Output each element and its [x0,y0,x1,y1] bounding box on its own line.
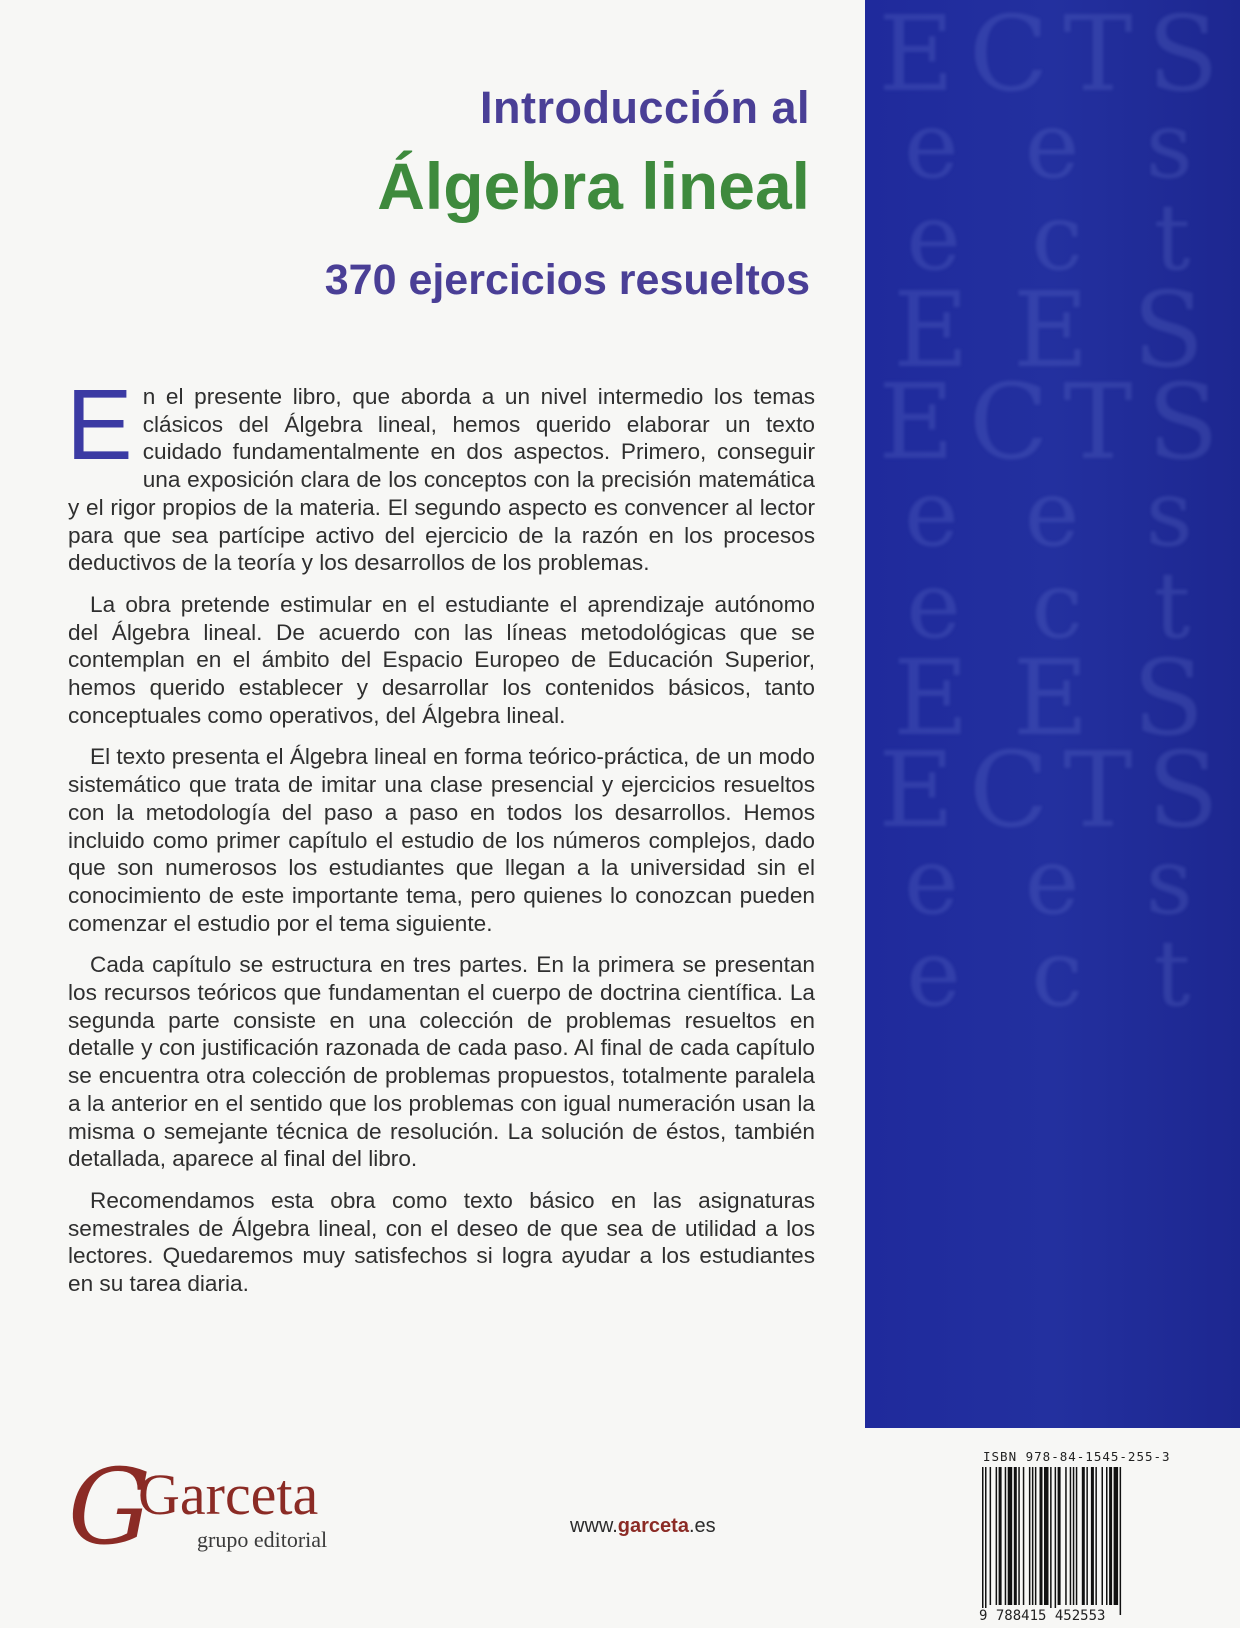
paragraph-3: El texto presenta el Álgebra lineal en forma teórico-práctica, de un modo sistemático que trata de imitar una clase presencial y ejercicios resueltos con la metodología del paso a paso en todos los desarrollos. Hemos incluido como primer capítulo el estudio de los números complejos, dado que son numerosos los estudiantes que llegan a la universidad sin el conocimiento de este importante tema, pero quienes lo conozcan pueden comenzar el estudio por el tema siguiente. [68,744,815,936]
isbn-label: ISBN 978-84-1545-255-3 [983,1449,1171,1464]
side-band-letter: E [878,729,955,851]
barcode-bar [1082,1467,1085,1605]
barcode-bar [1102,1467,1104,1605]
side-band-letter: C [969,729,1049,851]
barcode-bar [1023,1467,1025,1605]
barcode-bar [1029,1467,1031,1605]
logo-text: Garceta [138,1462,319,1527]
side-band-letter: e [1024,828,1080,935]
publisher-url[interactable] [570,1515,716,1538]
barcode-bar [1114,1467,1119,1605]
side-band-letter: E [878,361,955,483]
pre-title: Introducción al [479,82,810,133]
paragraph-1 [66,369,815,577]
barcode-bar [1091,1467,1094,1605]
side-band-letter: e [904,460,959,567]
side-band-letter: T [1063,729,1133,851]
side-band-letter: S [1132,637,1205,759]
barcode-bar [1065,1467,1067,1605]
side-band-letters [865,0,1240,1027]
barcode-bar [985,1467,987,1615]
barcode-bar [1032,1467,1034,1605]
side-band-letter: t [1153,184,1191,291]
side-band-letter: e [906,920,961,1027]
book-subtitle: 370 ejercicios resueltos [324,256,810,304]
side-band-letter: c [1031,184,1083,291]
barcode-bar [1073,1467,1075,1605]
side-band-letter: E [892,637,969,759]
url-suffix: .es [688,1515,716,1537]
side-band-letter: s [1145,92,1193,199]
side-band-letter: e [906,184,961,291]
paragraph-2: La obra pretende estimular en el estudiante el aprendizaje autónomo del Álgebra lineal. De acuerdo con las líneas metodológicas que se contemplan en el ámbito del Espacio Europeo de Educación Superior, hemos querido establecer y desarrollar los contenidos básicos, tanto conceptuales como operativos, del Álgebra lineal. [68,591,815,728]
side-band-row [865,920,1240,1027]
side-band-letter: c [1031,920,1083,1027]
side-band-letter: S [1147,361,1219,483]
side-band-row [865,828,1240,935]
barcode-bar [1035,1467,1037,1605]
side-band-row [865,460,1240,567]
side-band-letter: e [906,552,961,659]
barcode-bars [980,1467,1164,1615]
side-band-letter: c [1031,552,1083,659]
barcode-bar [996,1467,998,1605]
barcode-bar [999,1467,1002,1605]
side-band-row [865,0,1240,115]
paragraph-5: Recomendamos esta obra como texto básico en las asignaturas semestrales de Álgebra lineal, con el deseo de que sea de utilidad a los lectores. Quedaremos muy satisfechos si logra ayudar a los estudiantes en su tarea diaria. [68,1187,815,1297]
url-brand: garceta [617,1515,689,1537]
side-band-letter: S [1147,0,1219,115]
side-band-letter: S [1147,729,1219,851]
drop-cap: E [66,369,133,481]
side-band-letter: S [1132,269,1205,391]
barcode-bar [1086,1467,1088,1605]
side-band-letter: C [969,361,1049,483]
side-band-letter: C [969,0,1049,115]
side-band-letter: e [904,92,959,199]
side-band-letter: t [1153,552,1191,659]
side-band-row [865,92,1240,199]
barcode-bar [1040,1467,1043,1605]
side-band-letter: E [878,0,955,115]
barcode-bar [1106,1467,1108,1605]
barcode-digits: 9 788415 452553 [979,1608,1106,1624]
side-band-letter: e [1024,92,1080,199]
barcode [980,1467,1164,1615]
barcode-bar [1018,1467,1020,1605]
side-band-letter: T [1063,0,1133,115]
barcode-bar [1076,1467,1078,1605]
side-band-letter: T [1063,361,1133,483]
side-band-letter: E [1012,269,1089,391]
side-band [865,0,1240,1428]
barcode-bar [1095,1467,1097,1605]
paragraph-1-text: n el presente libro, que aborda a un nivel intermedio los temas clásicos del Álgebra lineal, hemos querido elaborar un texto cuidado fundamentalmente en dos aspectos. Primero, conseguir una exposición clara de los conceptos con la precisión matemática y el rigor propios de la materia. El segundo aspecto es convencer al lector para que sea partícipe activo del ejercicio de la razón en los procesos deductivos de la teoría y los desarrollos de los problemas. [68,384,815,576]
side-band-letter: t [1153,920,1191,1027]
side-band-letter: E [892,269,969,391]
book-title: Álgebra lineal [377,149,810,223]
side-band-letter: s [1145,828,1193,935]
side-band-letter: E [1012,637,1089,759]
barcode-bar [1120,1467,1122,1615]
barcode-bar [1109,1467,1112,1605]
barcode-bar [982,1467,984,1615]
logo-subtitle: grupo editorial [197,1527,328,1552]
side-band-letter: s [1145,460,1193,567]
barcode-bar [990,1467,992,1605]
barcode-bar [1055,1467,1057,1615]
barcode-bar [1014,1467,1017,1605]
back-cover-text [66,369,815,1312]
paragraph-4: Cada capítulo se estructura en tres partes. En la primera se presentan los recursos teóricos que fundamentan el cuerpo de doctrina científica. La segunda parte consiste en una colección de problemas resueltos en detalle y con justificación razonada de cada paso. Al final de cada capítulo se encuentra otra colección de problemas propuestos, totalmente paralela a la anterior en el sentido que los problemas con igual numeración usan la misma o semejante técnica de resolución. La solución de éstos, también detallada, aparece al final del libro. [68,952,815,1172]
publisher-logo [68,1446,368,1568]
barcode-bar [1070,1467,1072,1605]
side-band-letter: e [904,828,959,935]
barcode-bar [1058,1467,1061,1605]
url-prefix: www. [570,1515,618,1537]
side-band-letter: e [1024,460,1080,567]
barcode-bar [1008,1467,1013,1605]
side-band-row [865,361,1240,483]
barcode-bar [1005,1467,1007,1605]
logo-mark: G [68,1446,152,1568]
barcode-bar [1050,1467,1052,1615]
side-band-row [865,729,1240,851]
barcode-bar [1044,1467,1049,1605]
